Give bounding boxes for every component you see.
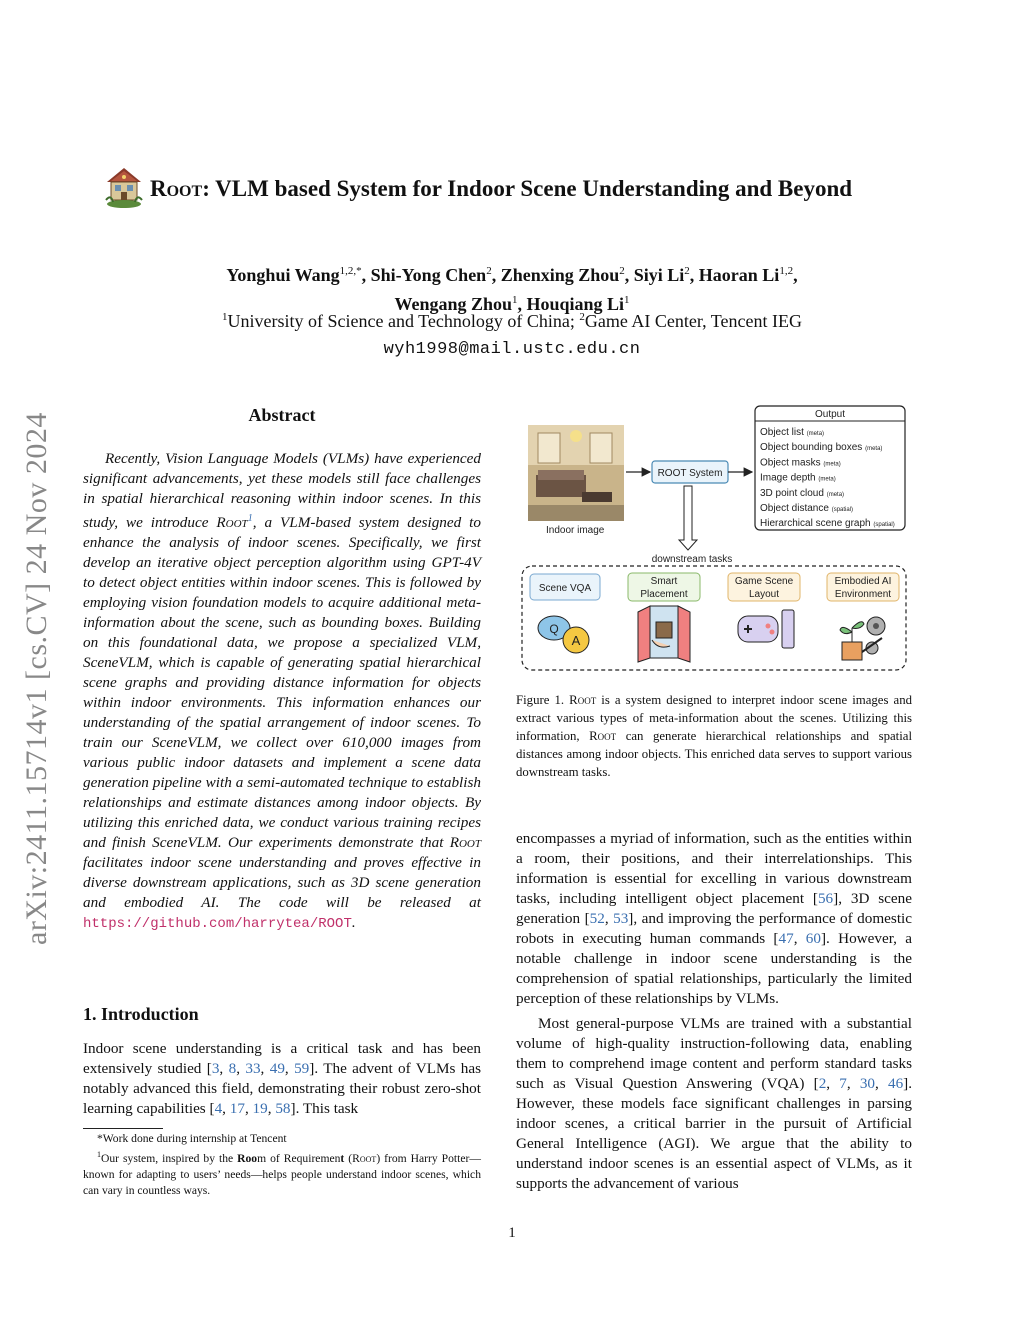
task-embodied-label-2: Environment bbox=[834, 589, 892, 600]
right-p1-a: encompasses a myriad of information, such as the entities within a room, their positions, and their interrelationships. This information is essential for excelling in various downstream tasks, including intelligent object placement [ bbox=[516, 830, 912, 907]
author-7-sup: 1 bbox=[624, 294, 630, 306]
author-4-sup: 2 bbox=[684, 265, 690, 277]
abstract-part-3: facilitates indoor scene understanding and proves effective in diverse downstream applications, such as 3D scene generation and embodied AI. The code will be released at bbox=[83, 854, 481, 912]
abstract-footnote-ref[interactable]: 1 bbox=[247, 513, 253, 524]
output-item: 3D point cloud (meta) bbox=[760, 487, 845, 499]
cite-4[interactable]: 4 bbox=[214, 1100, 223, 1117]
footnote-2-b: ( bbox=[344, 1151, 353, 1165]
qa-a: A bbox=[571, 633, 581, 648]
output-item: Object list (meta) bbox=[760, 427, 825, 438]
footnote-2-a: Our system, inspired by the bbox=[101, 1151, 238, 1165]
placement-room-icon bbox=[638, 606, 690, 662]
cite-19[interactable]: 19 bbox=[252, 1100, 268, 1117]
code-url-link[interactable]: https://github.com/harrytea/ROOT bbox=[83, 916, 352, 933]
affil-sup-1: 1 bbox=[222, 311, 228, 323]
indoor-image-label: Indoor image bbox=[546, 525, 605, 536]
cite-7[interactable]: 7 bbox=[839, 1075, 847, 1092]
caption-prefix: Figure 1. bbox=[516, 693, 570, 707]
abstract-root: Root bbox=[216, 514, 248, 532]
cite-17[interactable]: 17 bbox=[229, 1100, 245, 1117]
intro-text-2: ]. The advent of VLMs has notably advanced this field, demonstrating their robust zero-shot learning capabilities [ bbox=[83, 1060, 482, 1117]
cite-56[interactable]: 56 bbox=[817, 890, 834, 907]
output-title: Output bbox=[814, 409, 846, 420]
footnote-2-t: t bbox=[340, 1151, 345, 1165]
footnote-2 bbox=[83, 1147, 481, 1199]
footnote-2-room: Roo bbox=[237, 1151, 258, 1165]
author-5-sup: 1,2 bbox=[779, 265, 794, 277]
output-item-tag: (meta) bbox=[806, 431, 825, 437]
intro-text-1: Indoor scene understanding is a critical task and has been extensively studied [ bbox=[83, 1040, 481, 1077]
footnote-1: *Work done during internship at Tencent bbox=[97, 1132, 287, 1145]
cite-47[interactable]: 47 bbox=[778, 930, 794, 947]
arxiv-stamp: arXiv:2411.15714v1 [cs.CV] 24 Nov 2024 bbox=[20, 412, 53, 945]
game-controller-icon bbox=[738, 610, 794, 648]
abstract-end: . bbox=[351, 914, 356, 932]
cite-60[interactable]: 60 bbox=[805, 930, 821, 947]
output-item-tag: (spatial) bbox=[873, 522, 895, 529]
qa-q: Q bbox=[549, 622, 559, 636]
caption-text-2: can generate hierarchical relationships and spatial distances among indoor objects. This enriched data serves to support various downstream tasks. bbox=[516, 729, 912, 779]
caption-root: Root bbox=[569, 693, 597, 707]
cite-2[interactable]: 2 bbox=[818, 1075, 827, 1092]
task-embodied-label-1: Embodied AI bbox=[834, 576, 892, 587]
right-paragraph-2: Most general-purpose VLMs are trained with a substantial volume of high-quality instruction-following data, enabling them to comprehend image content and perform standard tasks such as Visual Question Answering (VQA) [2, 7, 30, 46]. However, these models face significant challenges in parsing indoor scenes, a critical barrier in the pursuit of Artificial General Intelligence (AGI). We argue that the ability to understand indoor scenes is an essential aspect of VLMs, as it supports the advancement of various bbox=[516, 1015, 913, 1192]
affil-1: University of Science and Technology of China; bbox=[227, 311, 580, 331]
qa-chat-icon bbox=[538, 616, 589, 653]
footnote-2-c: ) from Harry Potter—known for adapting to users’ needs—helps people understand indoor scenes, which can vary in countless ways. bbox=[83, 1151, 481, 1197]
footnote-2-mid: m of Requiremen bbox=[257, 1151, 341, 1165]
task-game-label-1: Game Scene bbox=[734, 576, 794, 587]
intro-heading: 1. Introduction bbox=[83, 1004, 199, 1024]
house-logo-icon bbox=[103, 166, 145, 210]
cite-33[interactable]: 33 bbox=[245, 1060, 261, 1077]
cite-3[interactable]: 3 bbox=[211, 1060, 220, 1077]
cite-30[interactable]: 30 bbox=[859, 1075, 875, 1092]
abstract-root-2: Root bbox=[449, 834, 481, 852]
abstract-part-2: , a VLM-based system designed to enhance the analysis of indoor scenes. Specifically, we first develop an iterative object perception algorithm using GPT-4V to detect object entities within indoor scenes. This is followed by employing vision foundation models to acquire additional meta-information about the scene, such as bounding boxes. Building on this foundational data, we propose a specialized VLM, SceneVLM, which is capable of generating spatial hierarchical scene graphs and providing distance information for objects within indoor environments. This information enhances our understanding of the spatial arrangement of indoor scenes. To train our SceneVLM, we collect over 610,000 images from various public indoor datasets and implement a scene data generation pipeline with a semi-automated technique to establish relationships and estimate distances among indoor objects. By utilizing this enriched data, we conduct various training recipes and finish SceneVLM. Our experiments demonstrate that bbox=[83, 514, 481, 852]
title-rest: : VLM based System for Indoor Scene Understanding and Beyond bbox=[202, 176, 853, 201]
root-system-label: ROOT System bbox=[657, 468, 723, 479]
cite-58[interactable]: 58 bbox=[275, 1100, 291, 1117]
output-item-tag: (spatial) bbox=[831, 507, 854, 513]
figure-1 bbox=[516, 400, 912, 675]
right-paragraph-1: encompasses a myriad of information, such as the entities within a room, their positions, and their interrelationships. This information is essential for excelling in various downstream tasks, including intelligent object placement [56], 3D scene generation [52, 53], and improving the performance of domestic robots in executing human commands [47, 60]. However, a notable challenge in indoor scene understanding is the comprehension of spatial relationships, particularly the limited perception of these relationships by VLMs. bbox=[516, 830, 913, 1007]
footnotes bbox=[83, 1131, 481, 1199]
author-5: Haoran Li bbox=[698, 265, 780, 285]
downstream-label: downstream tasks bbox=[651, 554, 733, 565]
output-item: Hierarchical scene graph (spatial) bbox=[760, 518, 895, 530]
author-1-sup: 1,2,* bbox=[339, 265, 362, 277]
contact-email[interactable]: wyh1998@mail.ustc.edu.cn bbox=[383, 340, 641, 359]
task-scene-vqa-label: Scene VQA bbox=[538, 583, 592, 594]
author-3: Zhenxing Zhou bbox=[500, 265, 620, 285]
footnote-rule bbox=[83, 1128, 163, 1129]
caption-text-1: is a system designed to interpret indoor scene images and extract various types of meta-information about the scenes. Utilizing this information, bbox=[516, 693, 912, 743]
figure-1-caption bbox=[516, 691, 912, 781]
author-6: Wengang Zhou bbox=[394, 294, 512, 314]
output-item-tag: (meta) bbox=[826, 491, 845, 498]
page-number: 1 bbox=[508, 1225, 516, 1241]
affiliations bbox=[0, 311, 1024, 332]
cite-59[interactable]: 59 bbox=[294, 1060, 310, 1077]
abstract-part-1: Recently, Vision Language Models (VLMs) have experienced significant advancements, yet these models still face challenges in spatial hierarchical reasoning within indoor scenes. In this study, we introduce bbox=[83, 450, 481, 532]
right-column-body bbox=[516, 829, 912, 1194]
author-list: Yonghui Wang$^{1,2,*}$, Shi-Yong Chen$^2$, Zhenxing Zhou$^2$, Siyi Li$^2$, Haoran Li$^{1,2}$, Wengang Zhou$^1$, Houqiang Li$^1$ bbox=[226, 265, 798, 314]
author-2: Shi-Yong Chen bbox=[370, 265, 487, 285]
footnote-2-root: Root bbox=[352, 1151, 377, 1165]
cite-52[interactable]: 52 bbox=[589, 910, 605, 927]
paper-title bbox=[150, 176, 852, 202]
intro-body: Indoor scene understanding is a critical task and has been extensively studied [3, 8, 33, 49, 59]. The advent of VLMs has notably advanced this field, demonstrating their robust zero-shot learning capabilities [4, 17, 19, 58]. This task bbox=[83, 1040, 482, 1117]
author-1: Yonghui Wang bbox=[226, 265, 340, 285]
robot-plant-icon bbox=[840, 617, 885, 660]
right-p1-b: ], 3D scene generation [ bbox=[516, 890, 912, 927]
task-game-label-2: Layout bbox=[748, 589, 780, 600]
caption-root-2: Root bbox=[589, 729, 617, 743]
author-6-sup: 1 bbox=[512, 294, 518, 306]
task-smart-label-1: Smart bbox=[650, 576, 678, 587]
output-item-tag: (meta) bbox=[865, 446, 883, 453]
affil-sup-2: 2 bbox=[579, 311, 585, 323]
cite-8[interactable]: 8 bbox=[228, 1060, 237, 1077]
cite-46[interactable]: 46 bbox=[887, 1075, 904, 1092]
affil-2: Game AI Center, Tencent IEG bbox=[584, 311, 802, 331]
output-item: Object distance (spatial) bbox=[760, 503, 854, 514]
author-4: Siyi Li bbox=[633, 265, 685, 285]
author-3-sup: 2 bbox=[619, 265, 625, 277]
abstract-body bbox=[83, 449, 481, 934]
right-p2-a: Most general-purpose VLMs are trained with a substantial volume of high-quality instruction-following data, enabling them to comprehend image content and perform standard tasks such as Visual Question Answering (VQA) [ bbox=[516, 1015, 912, 1092]
right-p1-d: ]. However, a notable challenge in indoor scene understanding is the comprehension of spatial relationships, particularly the limited perception of these relationships by VLMs. bbox=[516, 930, 913, 1007]
right-p2-b: ]. However, these models face significant challenges in parsing indoor scenes, a critical barrier in the pursuit of Artificial General Intelligence (AGI). We argue that the ability to understand indoor scenes is an essential aspect of VLMs, as it supports the advancement of various bbox=[516, 1075, 913, 1192]
output-item-tag: (meta) bbox=[823, 461, 841, 468]
output-item: Image depth (meta) bbox=[760, 472, 836, 484]
abstract-heading: Abstract bbox=[248, 405, 316, 425]
cite-53[interactable]: 53 bbox=[613, 910, 629, 927]
indoor-image bbox=[528, 425, 624, 521]
footnote-2-sup: 1 bbox=[97, 1150, 101, 1159]
output-item: Object bounding boxes (meta) bbox=[760, 442, 883, 454]
output-item-tag: (meta) bbox=[818, 476, 836, 483]
cite-49[interactable]: 49 bbox=[269, 1060, 285, 1077]
output-item: Object masks (meta) bbox=[760, 457, 841, 469]
title-root: Root bbox=[150, 176, 203, 201]
author-7: Houqiang Li bbox=[526, 294, 625, 314]
intro-text-3: ]. This task bbox=[290, 1100, 359, 1117]
task-smart-label-2: Placement bbox=[640, 589, 688, 600]
right-p1-c: ], and improving the performance of domestic robots in executing human commands [ bbox=[516, 910, 912, 947]
author-2-sup: 2 bbox=[486, 265, 492, 277]
